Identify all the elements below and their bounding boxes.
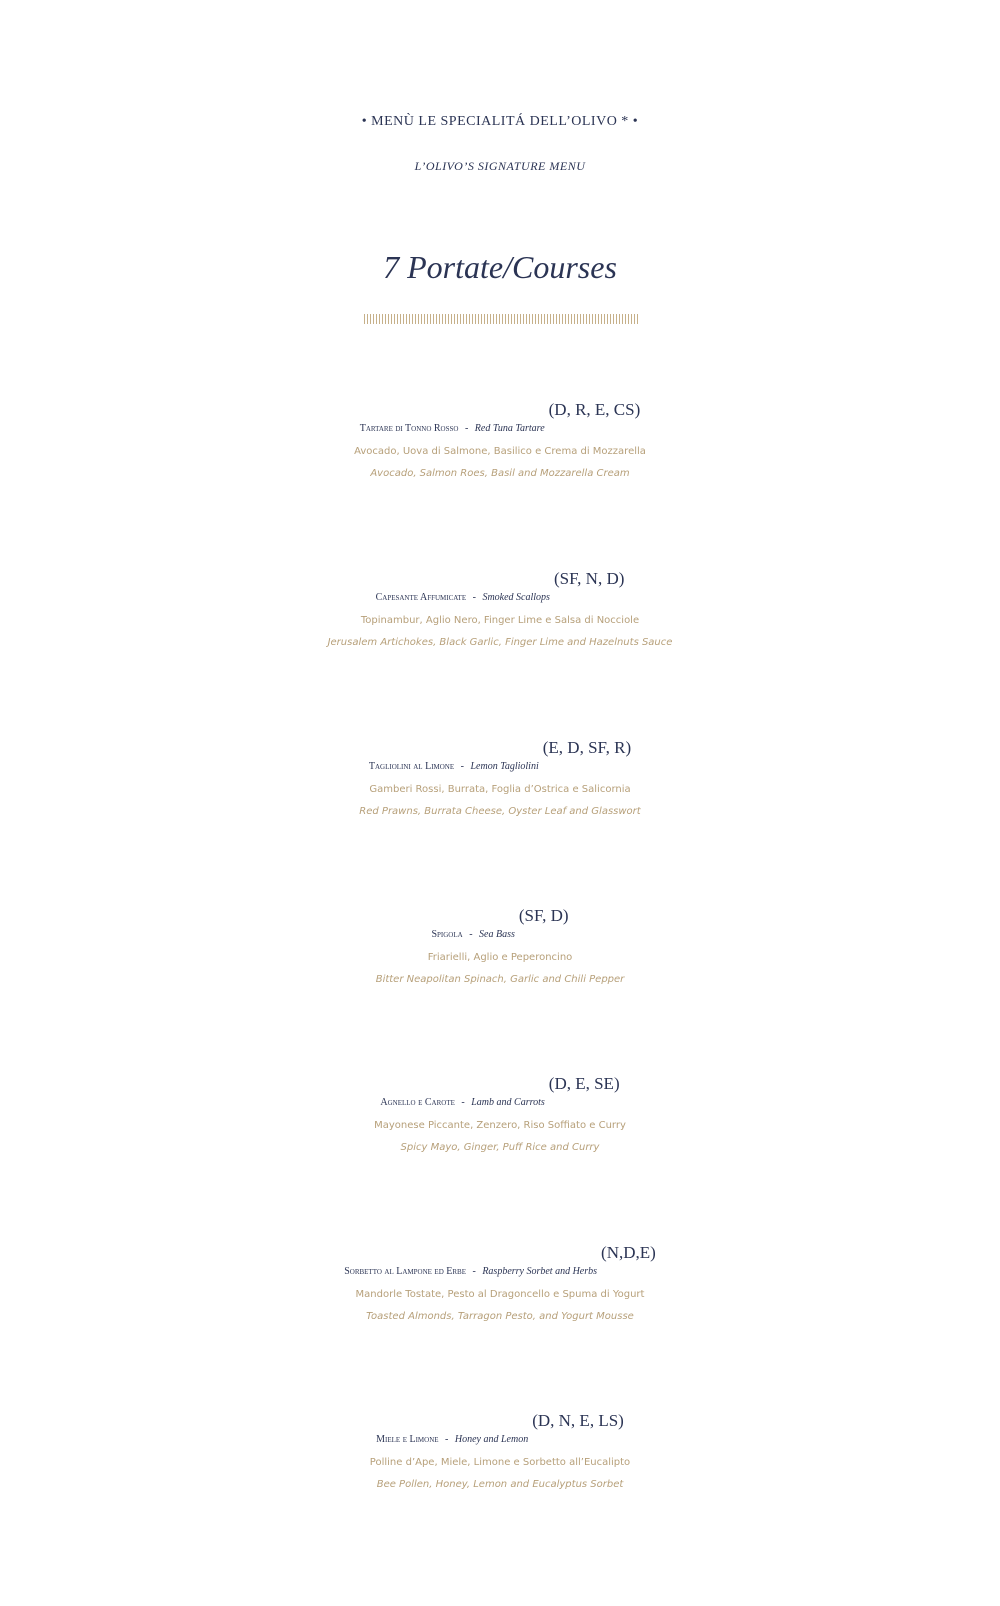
decorative-divider <box>364 314 640 324</box>
dish-title <box>0 906 1000 941</box>
dish-separator: - <box>469 929 473 940</box>
dish-description-italian: Gamberi Rossi, Burrata, Foglia d’Ostrica e Salicornia <box>369 783 631 795</box>
dish-title <box>0 569 1000 604</box>
allergen-codes: (D, R, E, CS) <box>548 400 641 419</box>
allergen-codes: (SF, D) <box>518 906 569 925</box>
allergen-codes: (E, D, SF, R) <box>542 738 632 757</box>
allergen-codes: (N,D,E) <box>601 1243 656 1262</box>
dish-description-english: Toasted Almonds, Tarragon Pesto, and Yogurt Mousse <box>366 1310 634 1322</box>
dish-description-english: Bee Pollen, Honey, Lemon and Eucalyptus Sorbet <box>376 1478 624 1490</box>
dish-description-english: Bitter Neapolitan Spinach, Garlic and Chili Pepper <box>375 973 625 985</box>
dish-item <box>0 738 1000 818</box>
dish-title <box>0 1411 1000 1446</box>
dish-name-english: Lamb and Carrots <box>471 1097 545 1108</box>
dish-name-english: Sea Bass <box>479 929 515 940</box>
dish-description-italian: Polline d’Ape, Miele, Limone e Sorbetto all’Eucalipto <box>369 1456 631 1468</box>
dish-separator: - <box>461 1097 465 1108</box>
course-count: 7 Portate/Courses <box>383 249 617 285</box>
dish-title <box>0 1243 1000 1278</box>
dish-separator: - <box>445 1434 449 1445</box>
dish-description-italian: Mayonese Piccante, Zenzero, Riso Soffiato e Curry <box>374 1119 626 1131</box>
dish-separator: - <box>464 423 469 434</box>
dish-separator: - <box>472 1266 476 1277</box>
dish-item <box>0 400 1000 480</box>
dish-title <box>0 1074 1000 1109</box>
dish-name-italian: Spigola <box>431 929 463 940</box>
dish-title <box>0 738 1000 773</box>
dish-description-english: Red Prawns, Burrata Cheese, Oyster Leaf and Glasswort <box>359 805 641 817</box>
dish-description-italian: Avocado, Uova di Salmone, Basilico e Crema di Mozzarella <box>354 445 646 457</box>
dish-description-english: Spicy Mayo, Ginger, Puff Rice and Curry <box>400 1141 600 1153</box>
dish-name-italian: Capesante Affumicate <box>375 592 467 603</box>
dish-name-italian: Miele e Limone <box>376 1434 439 1445</box>
dish-description-italian: Mandorle Tostate, Pesto al Dragoncello e Spuma di Yogurt <box>355 1288 645 1300</box>
dish-name-italian: Sorbetto al Lampone ed Erbe <box>344 1266 466 1277</box>
dish-item <box>0 569 1000 649</box>
allergen-codes: (D, N, E, LS) <box>532 1411 624 1430</box>
dish-separator: - <box>472 592 476 603</box>
dish-name-english: Lemon Tagliolini <box>470 761 539 772</box>
dish-item <box>0 1243 1000 1323</box>
dish-name-italian: Tartare di Tonno Rosso <box>359 423 459 434</box>
dish-item <box>0 906 1000 986</box>
dish-item <box>0 1074 1000 1154</box>
dish-name-italian: Agnello e Carote <box>380 1097 455 1108</box>
dish-description-italian: Topinambur, Aglio Nero, Finger Lime e Salsa di Nocciole <box>360 614 640 626</box>
dish-item <box>0 1411 1000 1491</box>
dish-name-english: Red Tuna Tartare <box>474 423 545 434</box>
dish-separator: - <box>460 761 464 772</box>
dish-title <box>0 400 1000 435</box>
dish-description-english: Jerusalem Artichokes, Black Garlic, Finger Lime and Hazelnuts Sauce <box>327 636 673 648</box>
dish-description-italian: Friarielli, Aglio e Peperoncino <box>427 951 573 963</box>
dish-name-english: Raspberry Sorbet and Herbs <box>482 1266 598 1277</box>
allergen-codes: (SF, N, D) <box>553 569 625 588</box>
allergen-codes: (D, E, SE) <box>548 1074 620 1093</box>
menu-title-english: L’OLIVO’S SIGNATURE MENU <box>414 159 586 173</box>
dish-name-english: Honey and Lemon <box>454 1434 529 1445</box>
dish-description-english: Avocado, Salmon Roes, Basil and Mozzarella Cream <box>370 467 630 479</box>
dish-name-italian: Tagliolini al Limone <box>368 761 455 772</box>
dish-name-english: Smoked Scallops <box>482 592 550 603</box>
menu-title-italian: • MENÙ LE SPECIALITÁ DELL’OLIVO * • <box>361 114 639 129</box>
